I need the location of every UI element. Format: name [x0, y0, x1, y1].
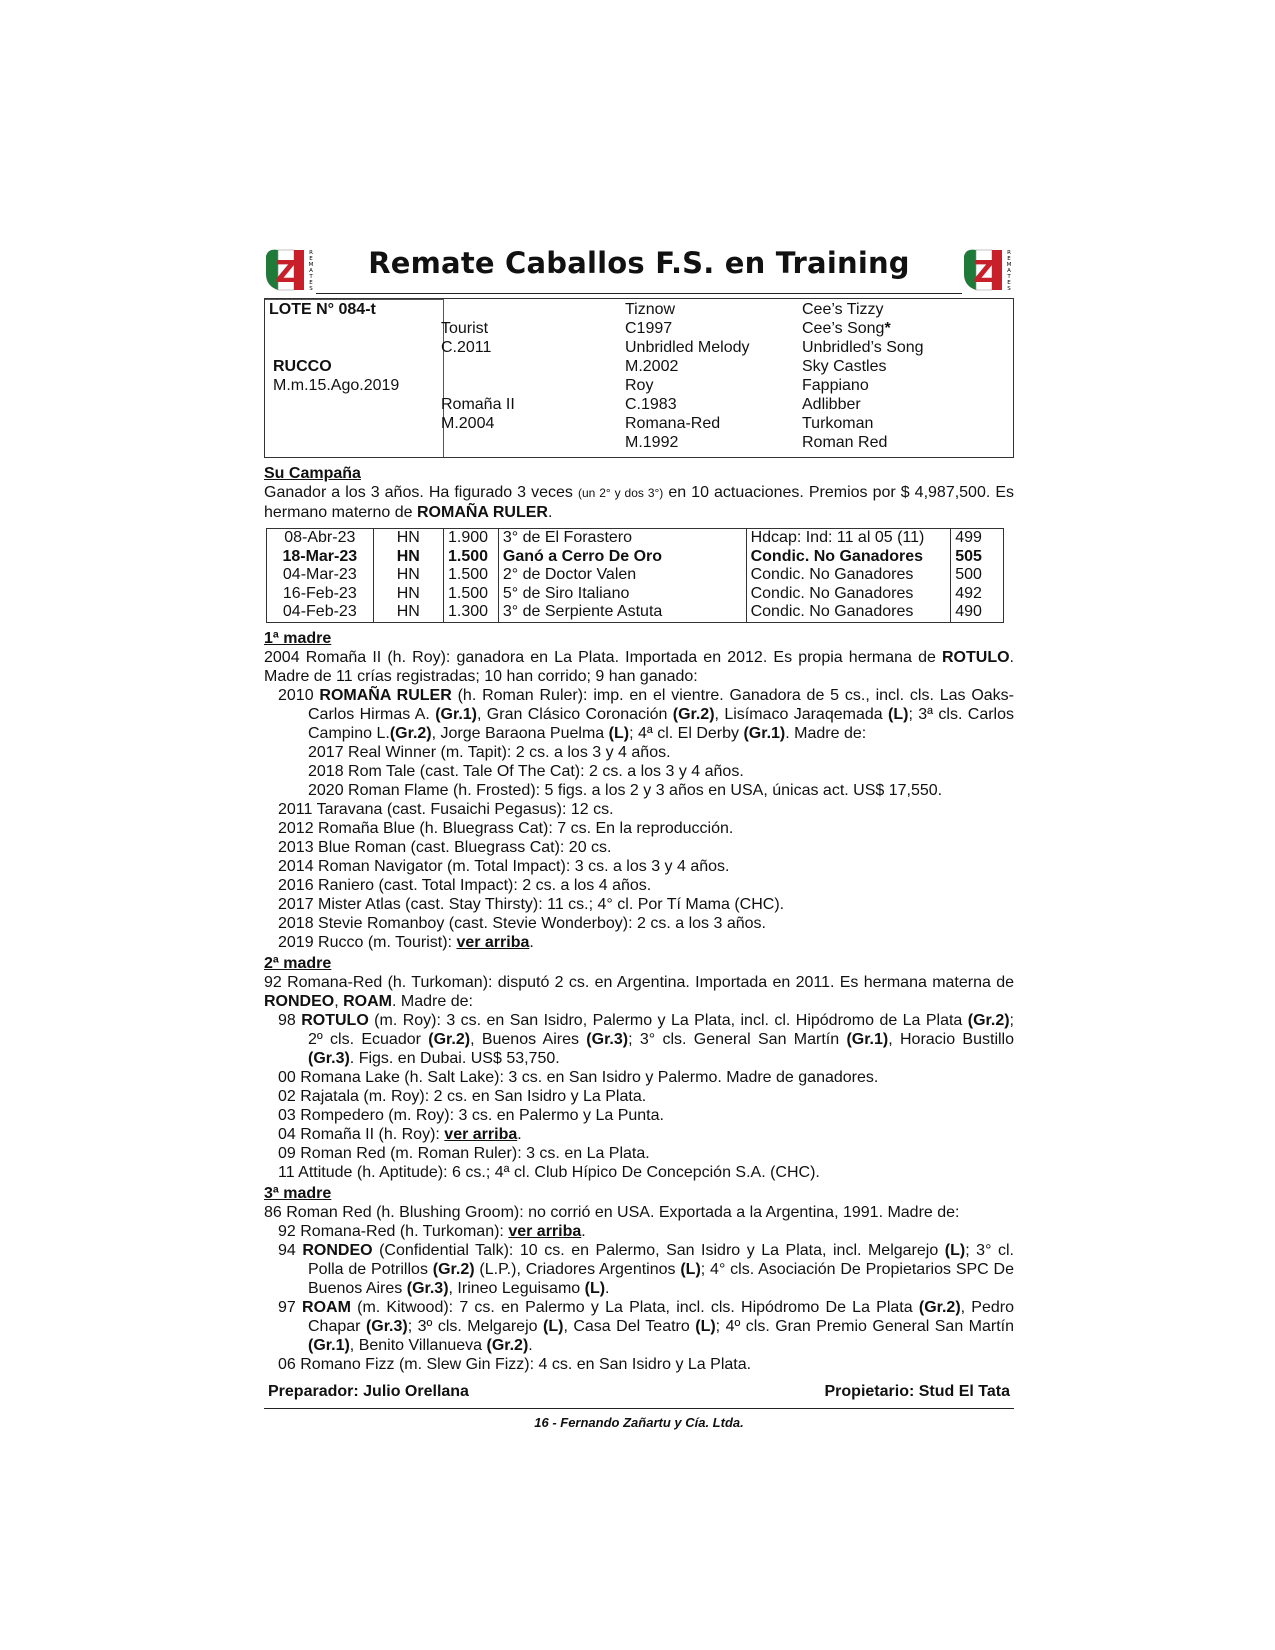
table-cell: Condic. No Ganadores: [746, 603, 951, 622]
dam-dam: Romana-Red: [625, 415, 721, 432]
table-cell: HN: [373, 585, 443, 604]
sire-year: C.2011: [441, 339, 492, 356]
dam-dam-year: M.1992: [625, 434, 679, 451]
table-cell: Hdcap: Ind: 11 al 05 (11): [746, 529, 951, 548]
table-cell: 1.500: [444, 566, 499, 585]
list-item: 92 Romana-Red (h. Turkoman): ver arriba.: [278, 1222, 586, 1240]
table-cell: 1.300: [444, 603, 499, 622]
ancestor-6: Adlibber: [802, 396, 861, 413]
second-dam-heading: 2ª madre: [264, 954, 332, 972]
table-cell: 1.500: [444, 548, 499, 567]
table-cell: HN: [373, 603, 443, 622]
list-item: 11 Attitude (h. Aptitude): 6 cs.; 4ª cl. Club Hípico De Concepción S.A. (CHC).: [278, 1163, 820, 1181]
table-cell: Condic. No Ganadores: [746, 585, 951, 604]
list-item: 00 Romana Lake (h. Salt Lake): 3 cs. en San Isidro y Palermo. Madre de ganadores.: [278, 1068, 879, 1086]
list-item: 2018 Stevie Romanboy (cast. Stevie Wonderboy): 2 cs. a los 3 años.: [278, 914, 766, 932]
ancestor-3: Unbridled’s Song: [802, 339, 924, 356]
table-cell: 5° de Siro Italiano: [498, 585, 746, 604]
ancestor-8: Roman Red: [802, 434, 888, 451]
sire-dam-year: M.2002: [625, 358, 679, 375]
dam-name: Romaña II: [441, 396, 515, 413]
table-cell: Condic. No Ganadores: [746, 548, 951, 567]
svg-text:R: R: [1007, 250, 1011, 256]
ancestor-7: Turkoman: [802, 415, 874, 432]
list-item: 2011 Taravana (cast. Fusaichi Pegasus): 12 cs.: [278, 800, 614, 818]
table-cell: HN: [373, 529, 443, 548]
table-cell: Condic. No Ganadores: [746, 566, 951, 585]
list-item: 2018 Rom Tale (cast. Tale Of The Cat): 2 cs. a los 3 y 4 años.: [308, 762, 744, 780]
sire-dam: Unbridled Melody: [625, 339, 750, 356]
first-dam-heading: 1ª madre: [264, 629, 332, 647]
table-cell: 490: [951, 603, 1004, 622]
list-item: 2017 Real Winner (m. Tapit): 2 cs. a los 3 y 4 años.: [308, 743, 671, 761]
table-cell: 18-Mar-23: [267, 548, 374, 567]
svg-text:M: M: [308, 262, 314, 268]
table-cell: 1.900: [444, 529, 499, 548]
ancestor-5: Fappiano: [802, 377, 869, 394]
rondeo-entry: 94 RONDEO (Confidential Talk): 10 cs. en Palermo, San Isidro y La Plata, incl. Melgarejo (L); 3° cl. Polla de Potrillos (Gr.2) (L.P.), Criadores Argentinos (L); 4° cls. Asociación De Propietarios SPC De Buenos Aires (Gr.3), Irineo Leguisamo (L).: [278, 1241, 1014, 1297]
svg-text:M: M: [1006, 262, 1012, 268]
owner-label: Propietario: Stud El Tata: [824, 1382, 1010, 1400]
sire-name: Tourist: [441, 320, 489, 337]
svg-text:A: A: [309, 268, 313, 274]
footer-credits: [264, 1382, 1014, 1402]
table-cell: 499: [951, 529, 1004, 548]
pedigree-box: [264, 298, 1014, 458]
campaign-text: Ganador a los 3 años. Ha figurado 3 veces (un 2° y dos 3°) en 10 actuaciones. Premios por $ 4,987,500. Es hermano materno de ROMAÑA RULER.: [264, 484, 1015, 521]
see-above-link[interactable]: ver arriba: [444, 1125, 518, 1143]
table-cell: Ganó a Cerro De Oro: [498, 548, 746, 567]
dam-sire-year: C.1983: [625, 396, 677, 413]
ancestor-4: Sky Castles: [802, 358, 887, 375]
rotulo-entry: 98 ROTULO (m. Roy): 3 cs. en San Isidro, Palermo y La Plata, incl. cl. Hipódromo de La Plata (Gr.2); 2º cls. Ecuador (Gr.2), Buenos Aires (Gr.3); 3° cls. General San Martín (Gr.1), Horacio Bustillo (Gr.3). Figs. en Dubai. US$ 53,750.: [278, 1011, 1015, 1067]
svg-text:S: S: [309, 286, 313, 292]
first-dam-intro: 2004 Romaña II (h. Roy): ganadora en La Plata. Importada en 2012. Es propia hermana de ROTULO. Madre de 11 crías registradas; 10 han corrido; 9 han ganado:: [264, 648, 1014, 685]
table-cell: 1.500: [444, 585, 499, 604]
table-cell: 16-Feb-23: [267, 585, 374, 604]
svg-text:R: R: [309, 250, 313, 256]
svg-text:E: E: [1007, 280, 1011, 286]
zanartu-logo-left: [264, 246, 316, 294]
list-item: 2014 Roman Navigator (m. Total Impact): 3 cs. a los 3 y 4 años.: [278, 857, 730, 875]
list-item: 2017 Mister Atlas (cast. Stay Thirsty): 11 cs.; 4° cl. Por Tí Mama (CHC).: [278, 895, 785, 913]
table-cell: 500: [951, 566, 1004, 585]
results-table: [266, 528, 1004, 623]
header-rule: [316, 293, 962, 294]
list-item: 02 Rajatala (m. Roy): 2 cs. en San Isidro y La Plata.: [278, 1087, 647, 1105]
document-page: [264, 244, 1014, 1430]
svg-text:T: T: [1007, 274, 1011, 280]
table-row: [267, 585, 1004, 604]
table-cell: 492: [951, 585, 1004, 604]
table-row: [267, 548, 1004, 567]
footer-rule: [264, 1408, 1014, 1409]
lot-number: LOTE N° 084-t: [269, 301, 376, 318]
table-cell: 505: [951, 548, 1004, 567]
ancestor-1: Cee’s Tizzy: [802, 301, 884, 318]
sire-sire-year: C1997: [625, 320, 673, 337]
table-row: [267, 529, 1004, 548]
table-cell: 3° de Serpiente Astuta: [498, 603, 746, 622]
second-dam-intro: 92 Romana-Red (h. Turkoman): disputó 2 cs. en Argentina. Importada en 2011. Es hermana materna de RONDEO, ROAM. Madre de:: [264, 973, 1014, 1010]
table-cell: 2° de Doctor Valen: [498, 566, 746, 585]
list-item: 06 Romano Fizz (m. Slew Gin Fizz): 4 cs. en San Isidro y La Plata.: [278, 1355, 752, 1373]
logo-letter: Z: [275, 255, 297, 290]
table-cell: HN: [373, 548, 443, 567]
zanartu-logo-right: [962, 246, 1014, 294]
table-cell: 08-Abr-23: [267, 529, 374, 548]
svg-text:E: E: [1007, 256, 1011, 262]
svg-text:A: A: [1007, 268, 1011, 274]
svg-text:S: S: [1007, 286, 1011, 292]
ancestor-2: Cee’s Song*: [802, 320, 891, 337]
table-cell: HN: [373, 566, 443, 585]
svg-text:E: E: [309, 280, 313, 286]
horse-name: RUCCO: [273, 358, 332, 375]
page-header: [264, 244, 1014, 294]
dam-year: M.2004: [441, 415, 495, 432]
page-title: Remate Caballos F.S. en Training: [368, 246, 910, 280]
trainer-label: Preparador: Julio Orellana: [268, 1382, 469, 1400]
see-above-link[interactable]: ver arriba: [508, 1222, 582, 1240]
table-row: [267, 566, 1004, 585]
romana-ruler-entry: 2010 ROMAÑA RULER (h. Roman Ruler): imp. en el vientre. Ganadora de 5 cs., incl. cls. Las Oaks-Carlos Hirmas A. (Gr.1), Gran Clásico Coronación (Gr.2), Lisímaco Jaraqemada (L); 3ª cls. Carlos Campino L.(Gr.2), Jorge Baraona Puelma (L); 4ª cl. El Derby (Gr.1). Madre de:: [278, 686, 1015, 742]
see-above-link[interactable]: ver arriba: [456, 933, 530, 951]
svg-text:Z: Z: [973, 255, 995, 290]
table-cell: 04-Mar-23: [267, 566, 374, 585]
sire-sire: Tiznow: [625, 301, 676, 318]
page-footer: 16 - Fernando Zañartu y Cía. Ltda.: [534, 1414, 744, 1430]
svg-text:T: T: [309, 274, 313, 280]
third-dam-intro: 86 Roman Red (h. Blushing Groom): no corrió en USA. Exportada a la Argentina, 1991. Madre de:: [264, 1203, 960, 1221]
svg-text:E: E: [309, 256, 313, 262]
table-cell: 04-Feb-23: [267, 603, 374, 622]
list-item: 03 Rompedero (m. Roy): 3 cs. en Palermo y La Punta.: [278, 1106, 664, 1124]
campaign-heading: Su Campaña: [264, 465, 361, 482]
table-cell: 3° de El Forastero: [498, 529, 746, 548]
roam-entry: 97 ROAM (m. Kitwood): 7 cs. en Palermo y La Plata, incl. cls. Hipódromo De La Plata (Gr.2), Pedro Chapar (Gr.3); 3º cls. Melgarejo (L), Casa Del Teatro (L); 4º cls. Gran Premio General San Martín (Gr.1), Benito Villanueva (Gr.2).: [278, 1298, 1015, 1354]
list-item: 2013 Blue Roman (cast. Bluegrass Cat): 20 cs.: [278, 838, 612, 856]
list-item: 2020 Roman Flame (h. Frosted): 5 figs. a los 2 y 3 años en USA, únicas act. US$ 17,550.: [308, 781, 943, 799]
list-item: 2019 Rucco (m. Tourist): ver arriba.: [278, 933, 534, 951]
list-item: 09 Roman Red (m. Roman Ruler): 3 cs. en La Plata.: [278, 1144, 650, 1162]
list-item: 2012 Romaña Blue (h. Bluegrass Cat): 7 cs. En la reproducción.: [278, 819, 734, 837]
list-item: 2016 Raniero (cast. Total Impact): 2 cs. a los 4 años.: [278, 876, 652, 894]
list-item: 04 Romaña II (h. Roy): ver arriba.: [278, 1125, 522, 1143]
third-dam-heading: 3ª madre: [264, 1184, 332, 1202]
horse-birth: M.m.15.Ago.2019: [273, 377, 400, 394]
table-row: [267, 603, 1004, 622]
dam-sire: Roy: [625, 377, 654, 394]
